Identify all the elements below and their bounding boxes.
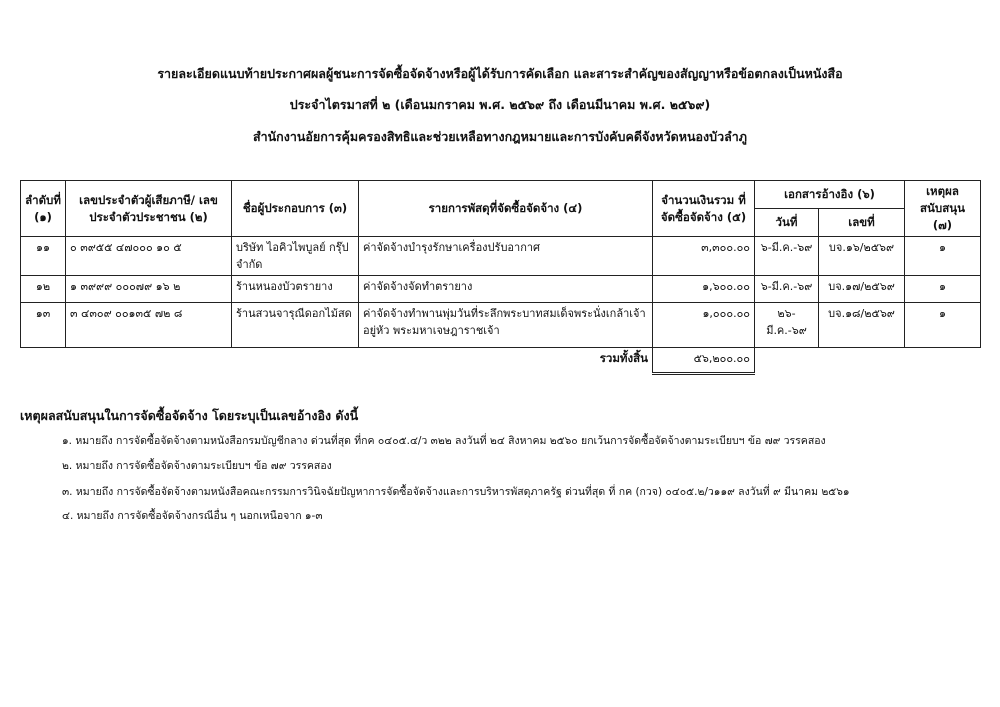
cell-reason: ๑ [905, 303, 981, 348]
cell-seq: ๑๓ [21, 303, 66, 348]
quarter-subtitle: ประจำไตรมาสที่ ๒ (เดือนมกราคม พ.ศ. ๒๕๖๙ ถึง เดือนมีนาคม พ.ศ. ๒๕๖๙) [289, 97, 711, 112]
header-taxid: เลขประจำตัวผู้เสียภาษี/ เลขประจำตัวประชาชน (๒) [66, 181, 232, 237]
document-title: รายละเอียดแนบท้ายประกาศผลผู้ชนะการจัดซื้อจัดจ้างหรือผู้ได้รับการคัดเลือก และสาระสำคัญของสัญญาหรือข้อตกลงเป็นหนังสือ [157, 66, 843, 81]
cell-date: ๖-มี.ค.-๖๙ [755, 237, 819, 276]
header-ref-no: เลขที่ [819, 209, 905, 237]
header-seq: ลำดับที่ (๑) [21, 181, 66, 237]
cell-reason: ๑ [905, 276, 981, 303]
office-name: สำนักงานอัยการคุ้มครองสิทธิและช่วยเหลือทางกฎหมายและการบังคับคดีจังหวัดหนองบัวลำภู [252, 129, 748, 144]
cell-amount: ๑,๐๐๐.๐๐ [653, 303, 755, 348]
header-vendor: ชื่อผู้ประกอบการ (๓) [232, 181, 359, 237]
cell-date: ๖-มี.ค.-๖๙ [755, 276, 819, 303]
cell-vendor: ร้านสวนจารุณีดอกไม้สด [232, 303, 359, 348]
table-row [21, 237, 981, 276]
header-ref: เอกสารอ้างอิง (๖) [755, 181, 905, 209]
cell-item: ค่าจัดจ้างทำพานพุ่มวันที่ระลึกพระบาทสมเด็จพระนั่งเกล้าเจ้าอยู่หัว พระมหาเจษฎาราชเจ้า [359, 303, 653, 348]
total-label: รวมทั้งสิ้น [599, 351, 648, 365]
cell-taxid: ๓ ๔๓๐๙ ๐๐๑๓๕ ๗๒ ๘ [66, 303, 232, 348]
cell-seq: ๑๑ [21, 237, 66, 276]
cell-ref-no: บจ.๑๘/๒๕๖๙ [819, 303, 905, 348]
cell-taxid: ๐ ๓๙๕๕ ๔๗๐๐๐ ๑๐ ๕ [66, 237, 232, 276]
cell-taxid: ๑ ๓๙๙๙ ๐๐๐๗๙ ๑๖ ๒ [66, 276, 232, 303]
header-item: รายการพัสดุที่จัดซื้อจัดจ้าง (๔) [359, 181, 653, 237]
reason-item-4: ๔. หมายถึง การจัดซื้อจัดจ้างกรณีอื่น ๆ นอกเหนือจาก ๑-๓ [62, 510, 323, 522]
total-row [21, 348, 981, 374]
cell-vendor: ร้านหนองบัวตรายาง [232, 276, 359, 303]
cell-item: ค่าจัดจ้างบำรุงรักษาเครื่องปรับอากาศ [359, 237, 653, 276]
cell-ref-no: บจ.๑๗/๒๕๖๙ [819, 276, 905, 303]
procurement-table [20, 180, 981, 375]
header-reason: เหตุผล สนับสนุน (๗) [905, 181, 981, 237]
cell-amount: ๓,๓๐๐.๐๐ [653, 237, 755, 276]
reason-item-1: ๑. หมายถึง การจัดซื้อจัดจ้างตามหนังสือกรมบัญชีกลาง ด่วนที่สุด ที่กค ๐๔๐๕.๔/ว ๓๒๒ ลงวันที่ ๒๔ สิงหาคม ๒๕๖๐ ยกเว้นการจัดซื้อจัดจ้างตามระเบียบฯ ข้อ ๗๙ วรรคสอง [62, 435, 826, 447]
reasons-title: เหตุผลสนับสนุนในการจัดซื้อจัดจ้าง โดยระบุเป็นเลขอ้างอิง ดังนี้ [20, 408, 359, 423]
cell-amount: ๑,๖๐๐.๐๐ [653, 276, 755, 303]
table-row [21, 303, 981, 348]
cell-date: ๒๖-มี.ค.-๖๙ [755, 303, 819, 348]
total-value: ๕๖,๒๐๐.๐๐ [653, 348, 755, 374]
cell-ref-no: บจ.๑๖/๒๕๖๙ [819, 237, 905, 276]
cell-item: ค่าจัดจ้างจัดทำตรายาง [359, 276, 653, 303]
cell-seq: ๑๒ [21, 276, 66, 303]
cell-reason: ๑ [905, 237, 981, 276]
cell-vendor: บริษัท ไอคิวไพบูลย์ กรุ๊ป จำกัด [232, 237, 359, 276]
table-row [21, 276, 981, 303]
reason-item-3: ๓. หมายถึง การจัดซื้อจัดจ้างตามหนังสือคณะกรรมการวินิจฉัยปัญหาการจัดซื้อจัดจ้างและการบริหารพัสดุภาครัฐ ด่วนที่สุด ที่ กค (กวจ) ๐๔๐๕.๒/ว๑๑๙ ลงวันที่ ๙ มีนาคม ๒๕๖๑ [62, 486, 850, 498]
reason-item-2: ๒. หมายถึง การจัดซื้อจัดจ้างตามระเบียบฯ ข้อ ๗๙ วรรคสอง [62, 460, 332, 472]
header-amount: จำนวนเงินรวม ที่จัดซื้อจัดจ้าง (๕) [653, 181, 755, 237]
header-ref-date: วันที่ [755, 209, 819, 237]
